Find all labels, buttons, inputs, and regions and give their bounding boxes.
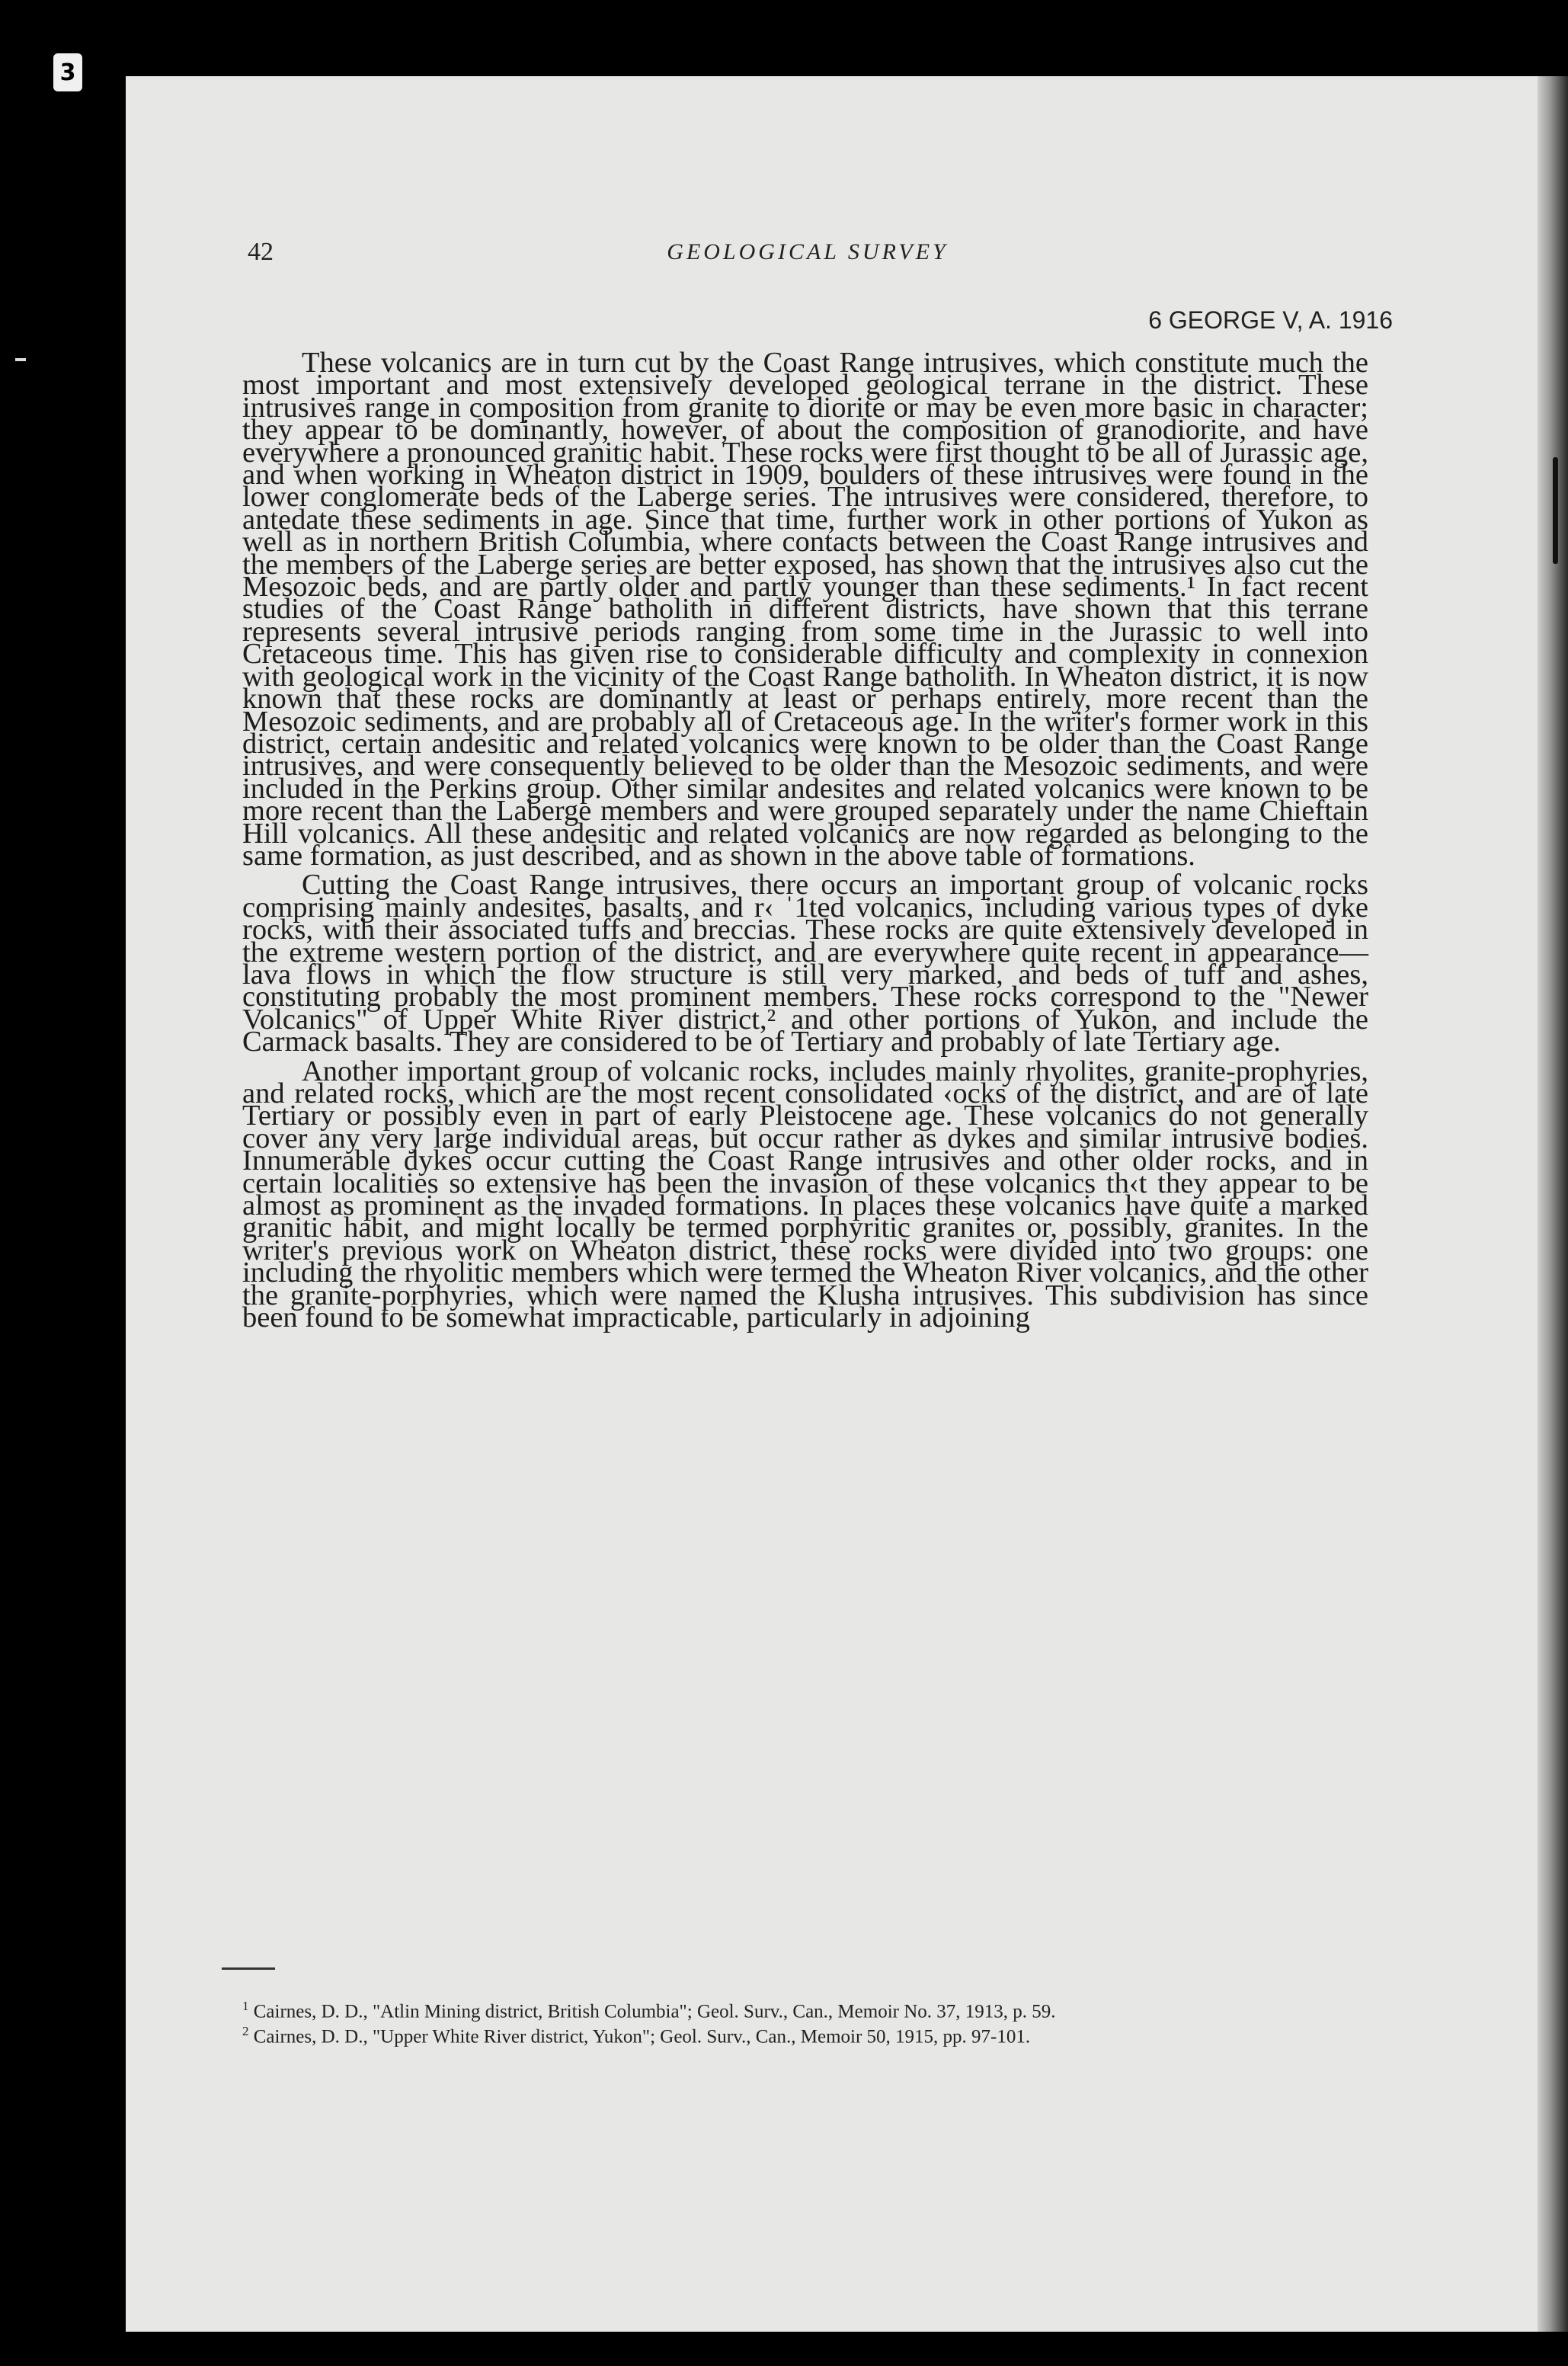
page-edge-mark: [1553, 457, 1558, 564]
frame-number-marker: 3: [53, 53, 82, 91]
footnote-mark: 2: [242, 2024, 249, 2039]
footnote-text: Cairnes, D. D., "Atlin Mining district, British Columbia"; Geol. Surv., Can., Memoir No. 37, 1913, p. 59.: [253, 2001, 1056, 2022]
film-edge-mark: [15, 358, 26, 361]
paragraph-intrusives: These volcanics are in turn cut by the Coast Range intrusives, which constitute much the most important and most extensively developed geological terrane in the district. These intrusives range in composition from granite to diorite or may be even more basic in character; they appear to be dominantly, however, of about the composition of granodiorite, and have everywhere a pronounced granitic habit. These rocks were first thought to be all of Jurassic age, and when working in Wheaton district in 1909, boulders of these intrusives were found in the lower conglomerate beds of the Laberge series. The intrusives were considered, therefore, to antedate these sediments in age. Since that time, further work in other portions of Yukon as well as in northern British Columbia, where contacts between the Coast Range intrusives and the members of the Laberge series are better exposed, has shown that the intrusives also cut the Mesozoic beds, and are partly older and partly younger than these sediments.¹ In fact recent studies of the Coast Range batholith in different districts, have shown that this terrane represents several intrusive periods ranging from some time in the Jurassic to well into Cretaceous time. This has given rise to considerable difficulty and complexity in connexion with geological work in the vicinity of the Coast Range batholith. In Wheaton district, it is now known that these rocks are dominantly at least or perhaps entirely, more recent than the Mesozoic sediments, and are probably all of Cretaceous age. In the writer's former work in this district, certain andesitic and related volcanics were known to be older than the Coast Range intrusives, and were consequently believed to be older than the Mesozoic sediments, and were included in the Perkins group. Other similar andesites and related volcanics were known to be more recent than the Laberge members and were grouped separately under the name Chieftain Hill volcanics. All these andesitic and related volcanics are now regarded as belonging to the same formation, as just described, and as shown in the above table of formations.: [242, 347, 1368, 872]
page-header: [248, 238, 1368, 276]
footnote-2: [242, 2022, 1370, 2047]
body-text: [242, 347, 1368, 1334]
footnotes: [242, 1996, 1370, 2047]
footnote-text: Cairnes, D. D., "Upper White River district, Yukon"; Geol. Surv., Can., Memoir 50, 1915, pp. 97-101.: [253, 2026, 1031, 2047]
page-number: 42: [248, 238, 274, 266]
footnote-mark: 1: [242, 1999, 249, 2013]
paragraph-rhyolites: Another important group of volcanic rocks, includes mainly rhyolites, granite-prophyries, and related rocks, which are the most recent consolidated ‹ocks of the district, and are of late Tertiary or possibly even in part of early Pleistocene age. These volcanics do not generally cover any very large individual areas, but occur rather as dykes and similar intrusive bodies. Innumerable dykes occur cutting the Coast Range intrusives and other older rocks, and in certain localities so extensive has been the invasion of these volcanics th‹t they appear to be almost as prominent as the invaded formations. In places these volcanics have quite a marked granitic habit, and might locally be termed porphyritic granites or, possibly, granites. In the writer's previous work on Wheaton district, these rocks were divided into two groups: one including the rhyolitic members which were termed the Wheaton River volcanics, and the other the granite-porphyries, which were named the Klusha intrusives. This subdivision has since been found to be somewhat impracticable, particularly in adjoining: [242, 1055, 1368, 1334]
running-title: GEOLOGICAL SURVEY: [667, 239, 949, 264]
footnote-rule: [222, 1967, 275, 1970]
page-spine-shadow: [1538, 76, 1568, 2332]
paragraph-newer-volcanics: Cutting the Coast Range intrusives, there occurs an important group of volcanic rocks comprising mainly andesites, basalts, and r‹ ˈ1ted volcanics, including various types of dyke rocks, with their associated tuffs and breccias. These rocks are quite extensively developed in the extreme western portion of the district, and are everywhere quite recent in appearance—lava flows in which the flow structure is still very marked, and beds of tuff and ashes, constituting probably the most prominent members. These rocks correspond to the "Newer Volcanics" of Upper White River district,² and other portions of Yukon, and include the Carmack basalts. They are considered to be of Tertiary and probably of late Tertiary age.: [242, 869, 1368, 1058]
session-label: 6 GEORGE V, A. 1916: [1148, 306, 1393, 334]
footnote-1: [242, 1996, 1370, 2022]
